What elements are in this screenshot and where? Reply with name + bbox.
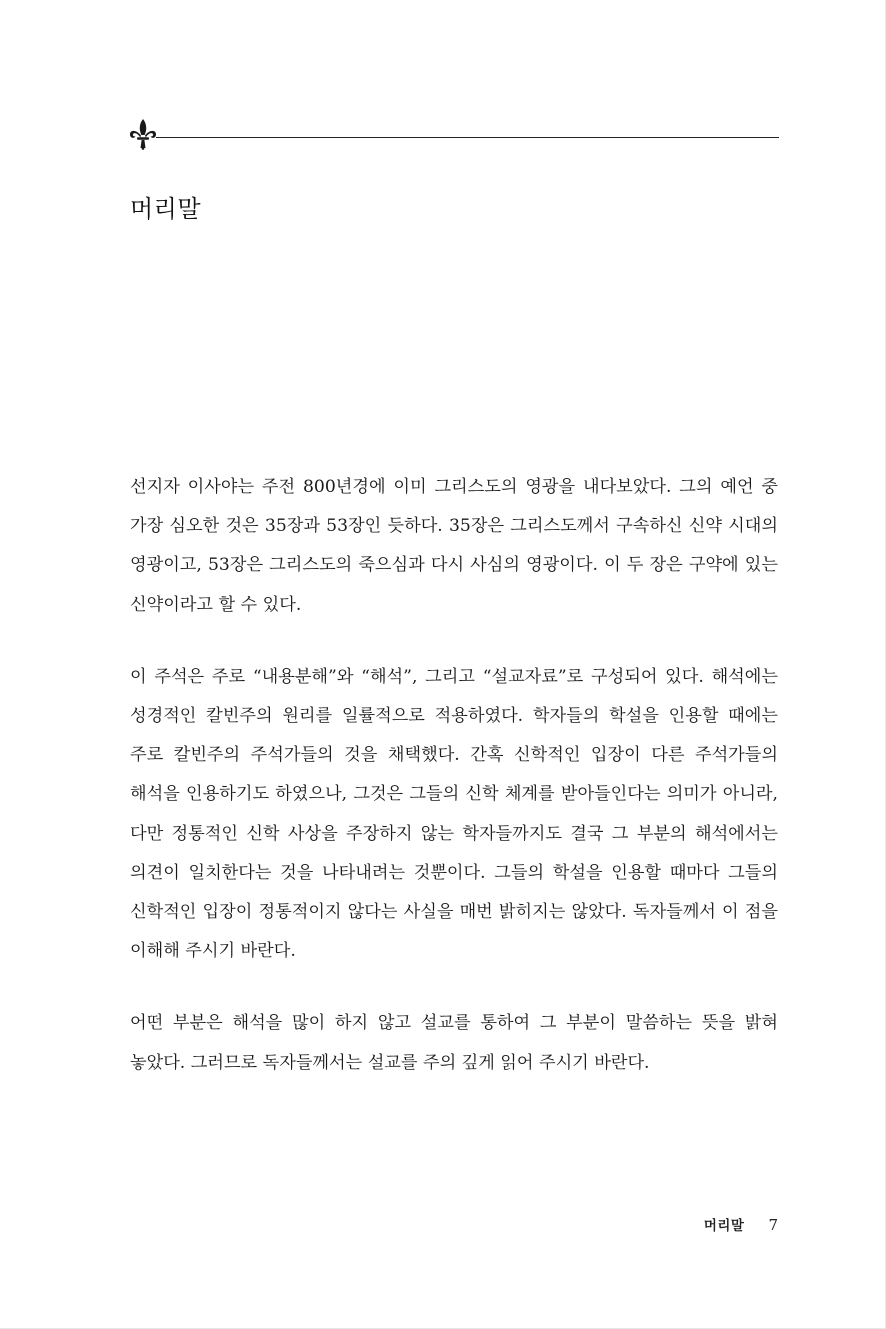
paragraph-3: 어떤 부분은 해석을 많이 하지 않고 설교를 통하여 그 부분이 말씀하는 뜻을 밝혀 놓았다. 그러므로 독자들께서는 설교를 주의 깊게 읽어 주시기 바란다. bbox=[130, 1013, 778, 1073]
page-number: 7 bbox=[768, 1216, 778, 1234]
fleur-de-lis-icon bbox=[128, 118, 158, 150]
running-footer bbox=[704, 1214, 778, 1234]
header-rule bbox=[156, 137, 779, 138]
chapter-title: 머리말 bbox=[130, 195, 202, 223]
running-title: 머리말 bbox=[703, 1218, 745, 1234]
paragraph-1: 선지자 이사야는 주전 800년경에 이미 그리스도의 영광을 내다보았다. 그의 예언 중 가장 심오한 것은 35장과 53장인 듯하다. 35장은 그리스도께서 구속하신 신약 시대의 영광이고, 53장은 그리스도의 죽으심과 다시 사심의 영광이다. 이 두 장은 구약에 있는 신약이라고 할 수 있다. bbox=[130, 477, 778, 615]
body-text bbox=[130, 468, 778, 1083]
paragraph-2: 이 주석은 주로 “내용분해”와 “해석”, 그리고 “설교자료”로 구성되어 있다. 해석에는 성경적인 칼빈주의 원리를 일률적으로 적용하였다. 학자들의 학설을 인용할 때에는 주로 칼빈주의 주석가들의 것을 채택했다. 간혹 신학적인 입장이 다른 주석가들의 해석을 인용하기도 하였으나, 그것은 그들의 신학 체계를 받아들인다는 의미가 아니라, 다만 정통적인 신학 사상을 주장하지 않는 학자들까지도 결국 그 부분의 해석에서는 의견이 일치한다는 것을 나타내려는 것뿐이다. 그들의 학설을 인용할 때마다 그들의 신학적인 입장이 정통적이지 않다는 사실을 매번 밝히지는 않았다. 독자들께서 이 점을 이해해 주시기 바란다. bbox=[130, 666, 778, 962]
